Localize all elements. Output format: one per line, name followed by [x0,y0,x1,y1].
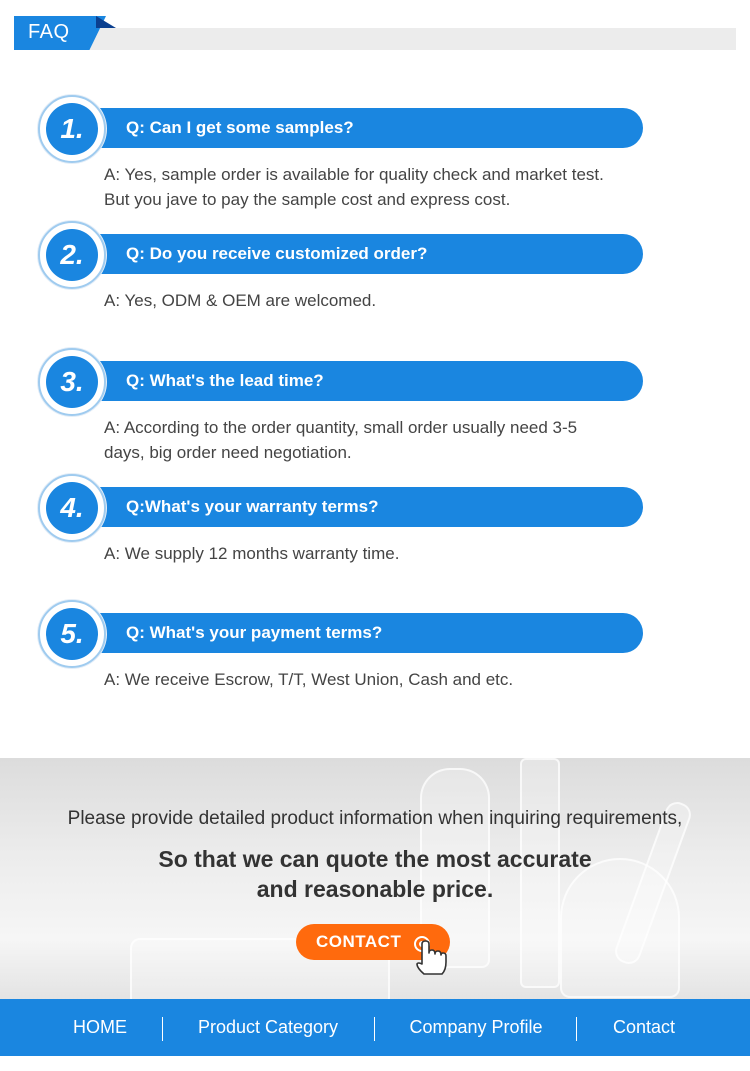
nav-divider [162,1017,163,1041]
question-text: Q: What's your payment terms? [126,623,383,642]
answer-line: days, big order need negotiation. [104,443,352,462]
nav-item-product-category[interactable]: Product Category [197,1017,339,1037]
answer-text [104,162,664,212]
number-badge [38,95,106,163]
nav-divider [374,1017,375,1041]
faq-item-1 [0,95,750,215]
nav-item-home[interactable]: HOME [73,1017,127,1037]
number-badge [38,348,106,416]
answer-text [104,667,664,692]
answer-line: A: According to the order quantity, small order usually need 3-5 [104,418,578,437]
faq-header [0,0,750,60]
number-label: 1. [46,103,98,155]
inquiry-banner [0,758,750,1000]
inquiry-text: Please provide detailed product information when inquiring requirements, [67,808,683,829]
number-badge [38,474,106,542]
faq-item-2 [0,221,750,341]
number-label: 2. [46,229,98,281]
contact-button-label: CONTACT [316,932,402,951]
inquiry-headline [0,844,750,904]
number-label: 5. [46,608,98,660]
answer-line: A: Yes, ODM & OEM are welcomed. [104,291,377,310]
nav-item-contact[interactable]: Contact [612,1017,676,1037]
answer-line: A: We supply 12 months warranty time. [104,544,400,563]
nav-item-company-profile[interactable]: Company Profile [409,1017,543,1037]
inquiry-headline-line: and reasonable price. [256,876,494,902]
number-label: 3. [46,356,98,408]
answer-line: But you jave to pay the sample cost and express cost. [104,190,511,209]
answer-text [104,415,664,465]
question-text: Q: What's the lead time? [126,371,324,390]
answer-text [104,288,664,313]
faq-item-3 [0,348,750,468]
nav-divider [576,1017,577,1041]
question-text: Q:What's your warranty terms? [126,497,379,516]
faq-header-tab-fold [96,16,116,28]
faq-item-5 [0,600,750,720]
number-label: 4. [46,482,98,534]
answer-line: A: Yes, sample order is available for quality check and market test. [104,165,604,184]
faq-header-bar [14,28,736,50]
bottom-nav [0,999,750,1056]
question-text: Q: Do you receive customized order? [126,244,428,263]
faq-item-4 [0,474,750,594]
question-text: Q: Can I get some samples? [126,118,354,137]
number-badge [38,221,106,289]
faq-title: FAQ [28,21,70,43]
hand-pointer-icon [408,930,458,980]
inquiry-headline-line: So that we can quote the most accurate [158,846,592,872]
answer-line: A: We receive Escrow, T/T, West Union, Cash and etc. [104,670,514,689]
number-badge [38,600,106,668]
answer-text [104,541,664,566]
